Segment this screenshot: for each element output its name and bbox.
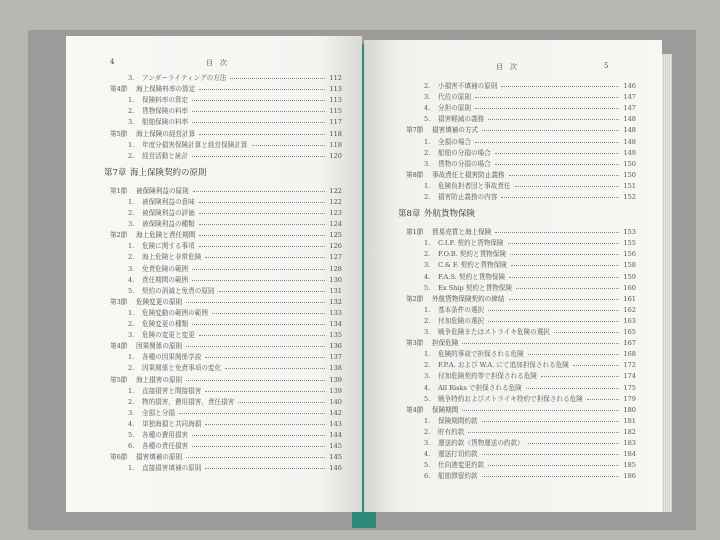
- toc-entry-title: 海上損害の原則: [136, 375, 183, 384]
- toc-entry-number: 4.: [424, 450, 431, 459]
- toc-leader-dots: [528, 354, 619, 355]
- toc-entry-number: 5.: [424, 115, 431, 124]
- toc-leader-dots: [192, 100, 325, 101]
- toc-leader-dots: [508, 243, 619, 244]
- toc-page-number: 126: [329, 242, 342, 251]
- toc-page-number: 167: [623, 339, 636, 348]
- toc-entry-number: 第2節: [406, 294, 424, 303]
- toc-leader-dots: [205, 391, 325, 392]
- toc-entry-number: 5.: [128, 286, 135, 295]
- toc-entry-number: 2.: [128, 397, 135, 406]
- toc-page-number: 153: [623, 228, 636, 237]
- toc-page-number: 180: [623, 405, 636, 414]
- toc-leader-dots: [179, 413, 325, 414]
- toc-leader-dots: [501, 197, 619, 198]
- toc-entry-title: F.A.S. 契約と貨物保険: [438, 272, 506, 281]
- toc-page-number: 155: [623, 239, 636, 248]
- toc-page-number: 143: [329, 419, 342, 428]
- toc-page-number: 147: [623, 104, 636, 113]
- toc-leader-dots: [475, 108, 619, 109]
- toc-entry-number: 1.: [128, 242, 135, 251]
- toc-page-number: 124: [329, 220, 342, 229]
- toc-leader-dots: [515, 186, 619, 187]
- toc-entry-number: 1.: [424, 239, 431, 248]
- toc-item: [424, 470, 636, 482]
- toc-entry-title: 外航貨物保険: [424, 209, 476, 220]
- toc-entry-title: 貨物保険の料率: [142, 107, 189, 116]
- toc-leader-dots: [482, 454, 619, 455]
- toc-entry-title: All Risks で担保される危険: [438, 383, 522, 392]
- toc-entry-title: 担保危険: [432, 339, 459, 348]
- toc-leader-dots: [516, 288, 619, 289]
- toc-leader-dots: [238, 402, 325, 403]
- toc-entry-title: C.& F. 契約と貨物保険: [438, 261, 507, 270]
- toc-leader-dots: [199, 134, 325, 135]
- toc-leader-dots: [488, 310, 619, 311]
- toc-entry-title: 基本条件の選択: [438, 305, 485, 314]
- toc-leader-dots: [462, 343, 619, 344]
- toc-entry-number: 第2節: [110, 231, 128, 240]
- toc-leader-dots: [193, 191, 325, 192]
- toc-leader-dots: [488, 321, 619, 322]
- toc-entry-number: 5.: [424, 461, 431, 470]
- toc-entry-number: 第8節: [406, 170, 424, 179]
- toc-entry-number: 1.: [128, 308, 135, 317]
- toc-entry-number: 1.: [128, 386, 135, 395]
- toc-leader-dots: [482, 130, 619, 131]
- toc-entry-title: 小損害不填補の原則: [438, 82, 498, 90]
- toc-entry-title: 海上危険と非常危険: [142, 253, 202, 262]
- toc-entry-title: 危険変動の範囲の範囲: [142, 308, 208, 317]
- toc-entry-number: 4.: [128, 275, 135, 284]
- toc-entry-number: 第5節: [110, 129, 128, 138]
- toc-entry-title: 事故責任と損害防止義務: [432, 170, 505, 179]
- toc-page-number: 151: [623, 181, 636, 190]
- toc-entry-number: 1.: [128, 140, 135, 149]
- toc-leader-dots: [192, 122, 325, 123]
- toc-leader-dots: [501, 86, 619, 87]
- toc-entry-title: 危険負担者団と事故責任: [438, 181, 511, 190]
- toc-page-number: 179: [623, 394, 636, 403]
- toc-entry-number: 5.: [424, 394, 431, 403]
- toc-entry-number: 第4節: [110, 85, 128, 94]
- toc-page-number: 122: [329, 197, 342, 206]
- toc-page-number: 146: [329, 464, 342, 473]
- toc-entry-title: 各種の費用損害: [142, 431, 189, 439]
- toc-entry-number: 1.: [424, 416, 431, 425]
- toc-entry-number: 4.: [424, 272, 431, 281]
- toc-page-number: 159: [623, 272, 636, 281]
- toc-leader-dots: [192, 324, 325, 325]
- toc-page-number: 113: [329, 85, 342, 94]
- toc-entry-title: 免責危険の範囲: [142, 264, 189, 273]
- toc-page-number: 148: [623, 126, 636, 135]
- toc-leader-dots: [495, 164, 619, 165]
- toc-leader-dots: [495, 153, 619, 154]
- toc-entry-title: 責任期間の範囲: [142, 275, 189, 284]
- toc-page-number: 127: [329, 253, 342, 262]
- toc-chapter: [104, 167, 342, 179]
- toc-leader-dots: [475, 142, 619, 143]
- toc-entry-title: 海上危険と責任期間: [136, 231, 196, 240]
- toc-entry-title: 被保険利益の種類: [142, 220, 195, 229]
- toc-entry-number: 3.: [424, 328, 431, 336]
- toc-page-number: 156: [623, 250, 636, 259]
- toc-entry-number: 第4節: [406, 405, 424, 414]
- toc-entry-number: 第8章: [398, 209, 421, 220]
- toc-entry-number: 3.: [424, 159, 431, 168]
- toc-leader-dots: [541, 376, 619, 377]
- toc-entry-title: 外航貨物保険契約の締結: [432, 294, 505, 303]
- toc-page-number: 165: [623, 328, 636, 336]
- toc-entry-number: 2.: [424, 316, 431, 325]
- toc-entry-title: 因果関係の原則: [136, 342, 183, 351]
- toc-entry-title: 被保険利益の意味: [142, 197, 195, 206]
- toc-entry-number: 4.: [424, 383, 431, 392]
- toc-leader-dots: [192, 269, 325, 270]
- toc-entry-title: 各種の責任損害: [142, 442, 189, 451]
- toc-page-number: 168: [623, 350, 636, 359]
- toc-entry-number: 1.: [424, 137, 431, 146]
- toc-entry-number: 第7節: [406, 126, 424, 135]
- toc-page-number: 139: [329, 375, 342, 384]
- toc-page-number: 183: [623, 439, 636, 447]
- toc-entry-title: 単独海損と共同海損: [142, 419, 202, 428]
- toc-page-number: 149: [623, 148, 636, 157]
- toc-leader-dots: [205, 257, 325, 258]
- toc-leader-dots: [199, 246, 325, 247]
- toc-leader-dots: [587, 399, 619, 400]
- toc-leader-dots: [205, 468, 325, 469]
- toc-leader-dots: [199, 224, 325, 225]
- toc-page-number: 182: [623, 427, 636, 436]
- toc-page-number: 146: [623, 82, 636, 90]
- toc-page-number: 172: [623, 361, 636, 370]
- toc-entry-number: 3.: [128, 408, 135, 417]
- toc-entry-number: 2.: [128, 253, 135, 262]
- page-stack-edge: [662, 54, 672, 512]
- toc-entry-title: 運送約款（貨物運送の約款）: [438, 439, 524, 447]
- toc-page-number: 142: [329, 408, 342, 417]
- toc-page-number: 150: [623, 170, 636, 179]
- toc-page-number: 174: [623, 372, 636, 381]
- right-page-number: 5: [604, 62, 609, 70]
- toc-entry-number: 3.: [424, 372, 431, 381]
- toc-entry-title: 因果関係と免責事項の変化: [142, 364, 222, 373]
- toc-entry-number: 1.: [128, 464, 135, 473]
- toc-entry-title: 船舶の分損の場合: [438, 148, 491, 157]
- toc-page-number: 148: [623, 115, 636, 124]
- toc-entry-number: 3.: [128, 220, 135, 229]
- toc-page-number: 117: [329, 118, 342, 127]
- toc-page-number: 128: [329, 264, 342, 273]
- toc-page-number: 152: [623, 193, 636, 201]
- toc-entry-number: 2.: [424, 250, 431, 259]
- toc-entry-title: 危険の変更と変更: [142, 331, 195, 340]
- toc-page-number: 147: [623, 93, 636, 102]
- toc-entry-title: 運送打切約款: [438, 450, 478, 459]
- toc-leader-dots: [511, 265, 619, 266]
- toc-entry-number: 第3節: [406, 339, 424, 348]
- toc-page-number: 145: [329, 453, 342, 462]
- toc-item: [424, 191, 636, 203]
- toc-entry-number: 第6節: [110, 453, 128, 462]
- toc-leader-dots: [192, 280, 325, 281]
- toc-page-number: 112: [329, 74, 342, 82]
- toc-page-number: 140: [329, 397, 342, 406]
- toc-entry-number: 6.: [128, 442, 135, 451]
- toc-leader-dots: [192, 435, 325, 436]
- toc-entry-number: 2.: [128, 320, 135, 328]
- toc-page-number: 134: [329, 320, 342, 328]
- left-page: [66, 36, 362, 512]
- toc-leader-dots: [219, 291, 325, 292]
- toc-leader-dots: [205, 424, 325, 425]
- toc-entry-title: 代位の原則: [438, 93, 471, 102]
- toc-leader-dots: [495, 232, 619, 233]
- toc-leader-dots: [186, 302, 325, 303]
- toc-entry-title: 戦争特約およびストライキ特約で担保される危険: [438, 394, 583, 403]
- toc-entry-title: 仕向港変更約款: [438, 461, 485, 470]
- toc-entry-number: 2.: [424, 193, 431, 201]
- toc-entry-number: 1.: [128, 96, 135, 105]
- toc-leader-dots: [199, 335, 325, 336]
- toc-entry-number: 2.: [128, 107, 135, 116]
- toc-entry-number: 1.: [424, 350, 431, 359]
- toc-entry-title: 被保険利益の評価: [142, 209, 195, 217]
- toc-entry-number: 1.: [424, 181, 431, 190]
- toc-leader-dots: [482, 476, 619, 477]
- toc-entry-title: 危険変更の種類: [142, 320, 189, 328]
- toc-entry-title: 海上保険の経営計算: [136, 129, 196, 138]
- toc-leader-dots: [482, 421, 619, 422]
- toc-entry-title: 付加危険契約等で担保される危険: [438, 372, 537, 381]
- toc-page-number: 148: [623, 137, 636, 146]
- toc-entry-number: 第7章: [104, 167, 127, 178]
- toc-page-number: 120: [329, 151, 342, 160]
- toc-entry-title: 損害填補の原則: [136, 453, 183, 462]
- toc-entry-title: 危険に関する事項: [142, 242, 195, 251]
- toc-entry-number: 1.: [128, 197, 135, 206]
- toc-page-number: 113: [329, 96, 342, 105]
- toc-leader-dots: [488, 119, 619, 120]
- toc-entry-number: 1.: [424, 305, 431, 314]
- toc-chapter: [398, 208, 636, 220]
- toc-entry-title: 戦争危険またはストライキ危険の選択: [438, 328, 550, 336]
- toc-page-number: 175: [623, 383, 636, 392]
- toc-leader-dots: [475, 97, 619, 98]
- toc-entry-number: 2.: [424, 361, 431, 370]
- toc-entry-number: 2.: [128, 151, 135, 160]
- toc-page-number: 139: [329, 386, 342, 395]
- toc-entry-title: 直接損害と間接損害: [142, 386, 202, 395]
- toc-page-number: 123: [329, 209, 342, 217]
- toc-page-number: 181: [623, 416, 636, 425]
- toc-entry-title: 保険料率の算定: [142, 96, 189, 105]
- toc-entry-number: 2.: [128, 364, 135, 373]
- toc-leader-dots: [554, 332, 619, 333]
- toc-entry-title: 損害軽減の義務: [438, 115, 485, 124]
- toc-entry-title: 分担の原則: [438, 104, 471, 113]
- toc-leader-dots: [462, 410, 619, 411]
- toc-leader-dots: [199, 89, 325, 90]
- toc-leader-dots: [509, 277, 619, 278]
- toc-entry-title: 海上保険料率の算定: [136, 85, 196, 94]
- toc-entry-title: 損害填補の方式: [432, 126, 479, 135]
- toc-page-number: 131: [329, 286, 342, 295]
- toc-page-number: 150: [623, 159, 636, 168]
- toc-entry-number: 5.: [424, 283, 431, 292]
- toc-entry-title: 貯有約款: [438, 427, 465, 436]
- toc-page-number: 135: [329, 331, 342, 340]
- toc-page-number: 160: [623, 283, 636, 292]
- right-page: [364, 40, 662, 512]
- toc-entry-number: 2.: [424, 427, 431, 436]
- toc-entry-number: 6.: [424, 472, 431, 481]
- toc-entry-title: 船舶保険の料率: [142, 118, 189, 127]
- toc-entry-number: 3.: [424, 439, 431, 447]
- toc-entry-number: 3.: [128, 74, 135, 82]
- toc-page-number: 161: [623, 294, 636, 303]
- toc-leader-dots: [212, 313, 325, 314]
- toc-page-number: 162: [623, 305, 636, 314]
- toc-entry-title: Ex Ship 契約と貨物保険: [438, 283, 512, 292]
- toc-page-number: 163: [623, 316, 636, 325]
- toc-entry-number: 第5節: [110, 375, 128, 384]
- toc-entry-number: 5.: [128, 431, 135, 439]
- toc-leader-dots: [186, 457, 325, 458]
- toc-page-number: 133: [329, 308, 342, 317]
- toc-entry-number: 第3節: [110, 297, 128, 306]
- toc-page-number: 184: [623, 450, 636, 459]
- toc-entry-title: C.I.F. 契約と貨物保険: [438, 239, 504, 248]
- toc-entry-title: 貨物の分損の場合: [438, 159, 491, 168]
- toc-entry-title: 経営活動と統計: [142, 151, 189, 160]
- toc-page-number: 185: [623, 461, 636, 470]
- toc-page-number: 144: [329, 431, 342, 439]
- toc-leader-dots: [573, 365, 619, 366]
- toc-entry-number: 3.: [128, 118, 135, 127]
- toc-entry-title: 物的損害，費用損害，責任損害: [142, 397, 235, 406]
- toc-leader-dots: [509, 175, 619, 176]
- toc-leader-dots: [199, 213, 325, 214]
- toc-leader-dots: [230, 78, 325, 79]
- toc-page-number: 136: [329, 342, 342, 351]
- toc-entry-title: 全損の場合: [438, 137, 471, 146]
- toc-leader-dots: [186, 346, 325, 347]
- toc-entry-title: F.O.B. 契約と貨物保険: [438, 250, 506, 259]
- toc-entry-title: 船舶滞留約款: [438, 472, 478, 481]
- toc-entry-title: 海上保険契約の原則: [130, 167, 207, 178]
- toc-entry-title: 損害防止義務の内容: [438, 193, 498, 201]
- left-page-header: 目 次: [206, 59, 227, 67]
- toc-leader-dots: [252, 145, 325, 146]
- toc-page-number: 122: [329, 186, 342, 195]
- toc-page-number: 158: [623, 261, 636, 270]
- left-page-number: 4: [110, 58, 115, 66]
- toc-leader-dots: [205, 357, 325, 358]
- toc-leader-dots: [199, 202, 325, 203]
- toc-entry-title: 危険的事故で担保される危険: [438, 350, 524, 359]
- toc-leader-dots: [468, 432, 619, 433]
- toc-page-number: 130: [329, 275, 342, 284]
- toc-entry-number: 2.: [424, 148, 431, 157]
- toc-leader-dots: [509, 299, 619, 300]
- toc-page-number: 125: [329, 231, 342, 240]
- toc-page-number: 186: [623, 472, 636, 481]
- toc-entry-number: 3.: [424, 93, 431, 102]
- toc-page-number: 132: [329, 297, 342, 306]
- toc-entry-number: 第4節: [110, 342, 128, 351]
- toc-page-number: 115: [329, 107, 342, 116]
- toc-page-number: 145: [329, 442, 342, 451]
- toc-entry-title: アンダーライティングの方法: [142, 74, 227, 82]
- toc-entry-number: 3.: [128, 331, 135, 340]
- toc-entry-title: 契約の消滅と免責の原則: [142, 286, 215, 295]
- right-page-header: 目 次: [496, 63, 517, 71]
- toc-page-number: 118: [329, 129, 342, 138]
- toc-leader-dots: [192, 156, 325, 157]
- toc-leader-dots: [528, 443, 619, 444]
- toc-entry-title: 危険変更の原則: [136, 297, 183, 306]
- toc-entry-title: 直接損害填補の原則: [142, 464, 202, 473]
- toc-entry-number: 2.: [128, 209, 135, 217]
- toc-entry-number: 第1節: [406, 228, 424, 237]
- toc-leader-dots: [199, 235, 325, 236]
- toc-entry-title: 全損と分損: [142, 408, 175, 417]
- toc-entry-title: 保険期間約款: [438, 416, 478, 425]
- toc-entry-number: 3.: [128, 264, 135, 273]
- toc-entry-title: 貿易売買と海上保険: [432, 228, 492, 237]
- toc-leader-dots: [526, 388, 619, 389]
- toc-item: [128, 150, 342, 162]
- toc-leader-dots: [186, 380, 325, 381]
- toc-entry-number: 4.: [128, 419, 135, 428]
- toc-entry-title: F.P.A. および W.A. にて追加担保される危険: [438, 361, 569, 370]
- toc-entry-title: 被保険利益の原則: [136, 186, 189, 195]
- toc-entry-number: 第1節: [110, 186, 128, 195]
- toc-entry-title: 付加危険の選択: [438, 316, 485, 325]
- toc-page-number: 118: [329, 140, 342, 149]
- toc-leader-dots: [192, 446, 325, 447]
- toc-page-number: 138: [329, 364, 342, 373]
- toc-item: [128, 462, 342, 474]
- toc-entry-number: 1.: [128, 353, 135, 362]
- toc-entry-number: 2.: [424, 82, 431, 90]
- toc-entry-title: 年度分損害保険計算と経営保険計算: [142, 140, 248, 149]
- toc-page-number: 137: [329, 353, 342, 362]
- toc-leader-dots: [510, 254, 619, 255]
- toc-entry-title: 保険期間: [432, 405, 459, 414]
- toc-leader-dots: [225, 368, 325, 369]
- toc-entry-number: 3.: [424, 261, 431, 270]
- toc-leader-dots: [192, 111, 325, 112]
- toc-leader-dots: [488, 465, 619, 466]
- toc-entry-title: 各種の因果関係学説: [142, 353, 202, 362]
- toc-entry-number: 4.: [424, 104, 431, 113]
